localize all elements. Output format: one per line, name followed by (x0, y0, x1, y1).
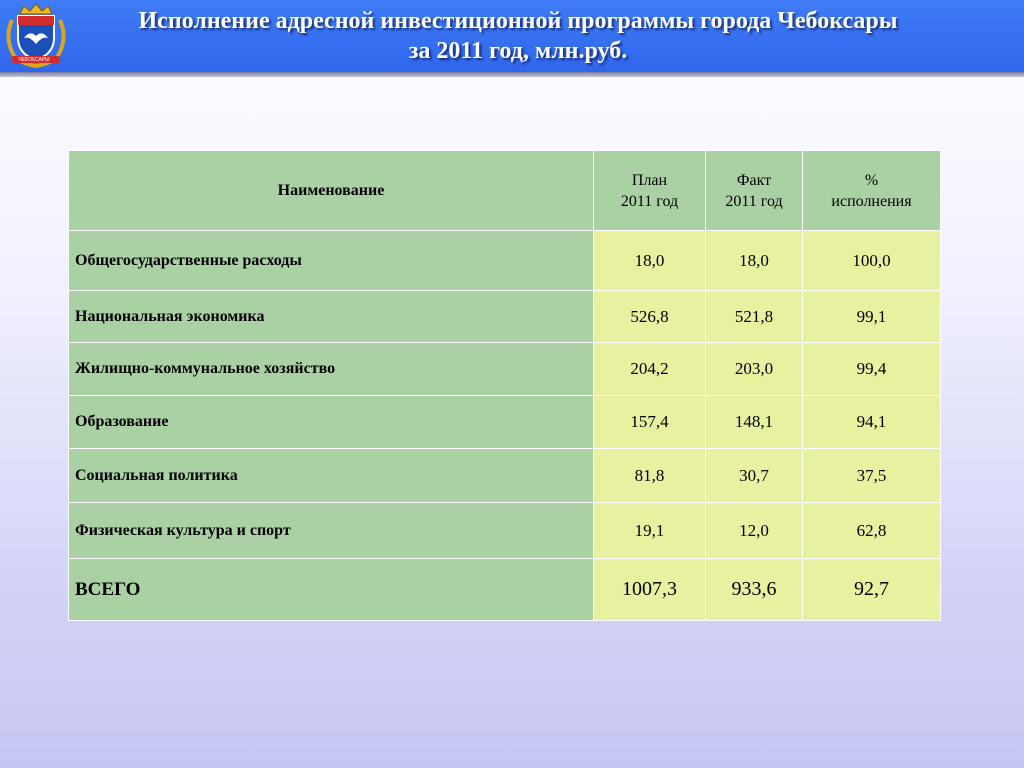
header-divider (0, 72, 1024, 77)
plan-header-line1: План (631, 171, 668, 189)
row-name: Общегосударственные расходы (69, 231, 594, 291)
total-fact: 933,6 (706, 559, 803, 621)
column-header-name: Наименование (69, 151, 594, 231)
row-name: Жилищно-коммунальное хозяйство (69, 343, 594, 396)
budget-table (68, 150, 941, 621)
row-plan: 526,8 (594, 291, 706, 343)
row-fact: 30,7 (706, 449, 803, 503)
column-header-plan (594, 151, 706, 231)
row-percent: 37,5 (803, 449, 941, 503)
row-name: Национальная экономика (69, 291, 594, 343)
row-plan: 204,2 (594, 343, 706, 396)
row-percent: 94,1 (803, 396, 941, 449)
row-plan: 81,8 (594, 449, 706, 503)
table-row (69, 503, 941, 559)
table-row (69, 449, 941, 503)
row-percent: 99,1 (803, 291, 941, 343)
row-fact: 18,0 (706, 231, 803, 291)
table-row (69, 291, 941, 343)
page-title (78, 6, 958, 66)
table-row (69, 396, 941, 449)
row-fact: 148,1 (706, 396, 803, 449)
column-header-percent (803, 151, 941, 231)
row-percent: 62,8 (803, 503, 941, 559)
row-percent: 99,4 (803, 343, 941, 396)
table-row (69, 343, 941, 396)
row-name: Физическая культура и спорт (69, 503, 594, 559)
table-row (69, 231, 941, 291)
row-plan: 157,4 (594, 396, 706, 449)
title-line-2: за 2011 год, млн.руб. (408, 38, 628, 64)
row-plan: 19,1 (594, 503, 706, 559)
total-plan: 1007,3 (594, 559, 706, 621)
row-fact: 12,0 (706, 503, 803, 559)
percent-header-line2: исполнения (831, 192, 912, 210)
total-name: ВСЕГО (69, 559, 594, 621)
row-plan: 18,0 (594, 231, 706, 291)
row-name: Образование (69, 396, 594, 449)
row-percent: 100,0 (803, 231, 941, 291)
total-percent: 92,7 (803, 559, 941, 621)
fact-header-line1: Факт (736, 171, 772, 189)
title-line-1: Исполнение адресной инвестиционной программы города Чебоксары (138, 8, 898, 34)
table-header-row (69, 151, 941, 231)
column-header-fact (706, 151, 803, 231)
row-name: Социальная политика (69, 449, 594, 503)
plan-header-line2: 2011 год (620, 192, 679, 210)
emblem-ribbon-text: ЧЕБОКСАРЫ (18, 57, 50, 63)
fact-header-line2: 2011 год (725, 192, 783, 210)
table-total-row (69, 559, 941, 621)
row-fact: 521,8 (706, 291, 803, 343)
percent-header-line1: % (864, 171, 879, 189)
row-fact: 203,0 (706, 343, 803, 396)
